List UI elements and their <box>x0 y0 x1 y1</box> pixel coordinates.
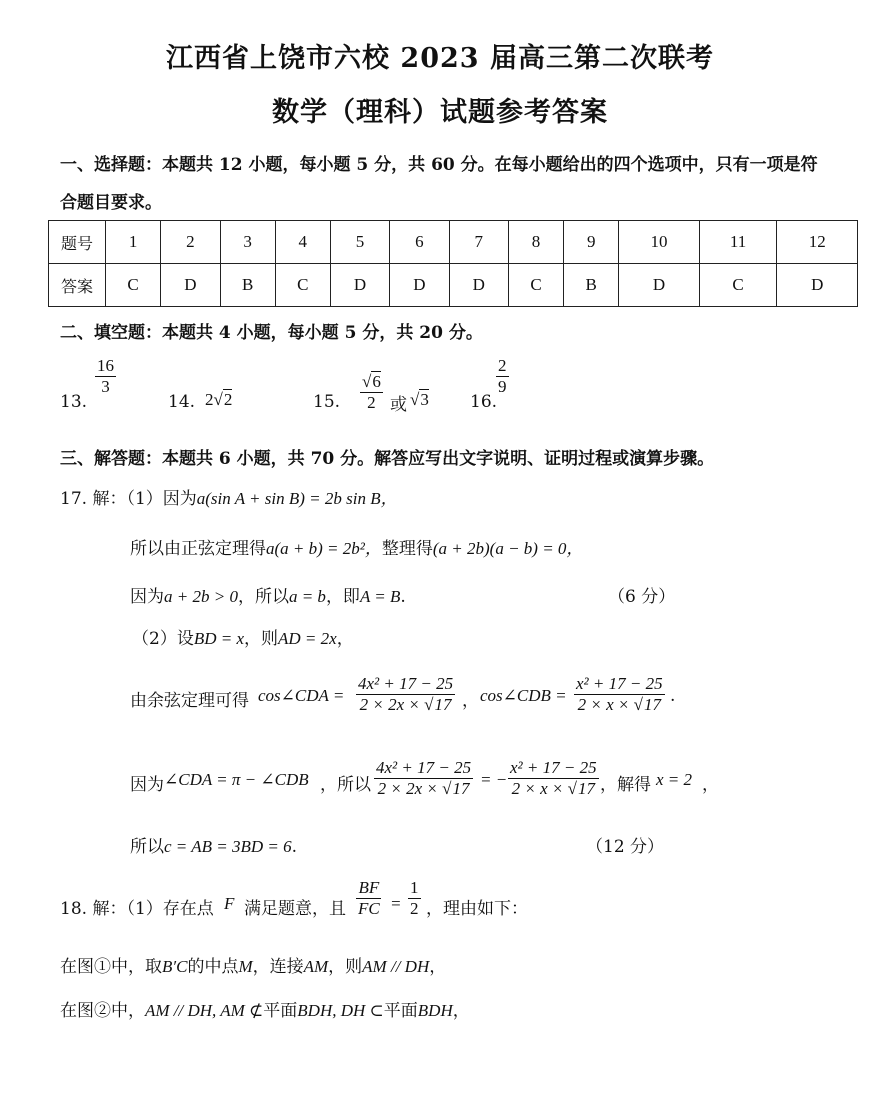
q17-line5: 由余弦定理可得 cos∠CDA = $\frac{\text{4x² + 17 − 25}}{2 \times 2x \times √17}$ ， cos∠CDB = $\frac{\text{x² + 17 − 25}}{2 \times x \times √17}$ . <box>130 674 676 714</box>
q13-label: 13. <box>60 392 88 412</box>
table-cell-number: 10 <box>619 221 699 264</box>
lhs-fraction: $\frac{\text{4x² + 17 − 25}}{2 \times 2x \times √17}$ <box>376 758 472 798</box>
q14-radicand: 2 <box>223 390 233 409</box>
q17-points-part2: （12 分） <box>586 837 665 857</box>
table-cell-number: 9 <box>564 221 619 264</box>
q18-line1: 18. 解：（1）存在点 F 满足题意，且 $\frac{BF}{FC}$ = $\frac{1}{2}$ ，理由如下： <box>60 878 528 919</box>
sqrt-icon: √ <box>633 694 643 714</box>
sqrt-icon: √ <box>442 778 452 798</box>
page-subtitle: 数学（理科）试题参考答案 <box>272 97 608 128</box>
table-cell-answer: D <box>161 264 220 307</box>
table-row-answers <box>49 264 858 307</box>
q14-label: 14. <box>168 392 196 412</box>
rhs-fraction: $\frac{\text{x² + 17 − 25}}{2 \times x \times √17}$ <box>510 758 597 798</box>
sqrt-icon: √ <box>424 694 434 714</box>
row-label-number: 题号 <box>49 221 106 264</box>
table-cell-answer: C <box>275 264 330 307</box>
q13-numerator: 16 <box>97 356 114 375</box>
table-cell-answer: B <box>564 264 619 307</box>
row-label-answer: 答案 <box>49 264 106 307</box>
table-cell-number: 2 <box>161 221 220 264</box>
sqrt-icon: √ <box>567 778 577 798</box>
q17-line3: 因为a + 2b > 0，所以a = b，即A = B. <box>130 587 406 607</box>
table-cell-number: 1 <box>106 221 161 264</box>
q15-label: 15. <box>313 392 341 412</box>
q17-line4: （2）设BD = x，则AD = 2x， <box>132 629 354 649</box>
table-cell-answer: C <box>699 264 777 307</box>
q13-fraction <box>95 356 116 396</box>
table-cell-number: 11 <box>699 221 777 264</box>
cos-cdb-fraction: $\frac{\text{x² + 17 − 25}}{2 \times x \times √17}$ <box>576 674 663 714</box>
sqrt-icon: √ <box>410 390 420 409</box>
q17-line2: 所以由正弦定理得a(a + b) = 2b²，整理得(a + 2b)(a − b) = 0， <box>130 539 584 559</box>
table-cell-answer: D <box>449 264 508 307</box>
page-title: 江西省上饶市六校 2023 届高三第二次联考 <box>166 43 714 74</box>
q15-answer-2: √3 <box>410 390 429 409</box>
q15-numerator: √6 <box>362 372 381 391</box>
bf-fc-fraction: $\frac{BF}{FC}$ <box>358 878 380 918</box>
table-cell-number: 7 <box>449 221 508 264</box>
sqrt-icon: √ <box>362 372 372 391</box>
q18-line3: 在图②中，AM // DH, AM ⊄平面BDH, DH ⊂平面BDH， <box>60 1001 470 1021</box>
table-cell-answer: D <box>777 264 858 307</box>
section1-heading-line1: 一、选择题：本题共 12 小题，每小题 5 分，共 60 分。在每小题给出的四个选项中，只有一项是符 <box>60 155 818 175</box>
q17-line1: 17. 解：（1）因为a(sin A + sin B) = 2b sin B， <box>60 489 398 509</box>
q13-denominator: 3 <box>101 376 110 396</box>
q15-denominator: 2 <box>367 392 376 412</box>
q17-line6: 因为 ∠CDA = π − ∠CDB ，所以 $\frac{\text{4x² + 17 − 25}}{2 \times 2x \times √17}$ = − $\frac{\text{x² + 17 − 25}}{2 \times x \times √17}$ ，解得 x = 2 ， <box>130 758 719 798</box>
q14-coefficient: 2 <box>205 390 214 409</box>
section2-heading: 二、填空题：本题共 4 小题，每小题 5 分，共 20 分。 <box>60 323 483 343</box>
table-cell-answer: C <box>508 264 563 307</box>
section1-heading-line2: 合题目要求。 <box>60 193 162 213</box>
q16-fraction <box>496 356 509 396</box>
table-cell-number: 5 <box>330 221 389 264</box>
section3-heading: 三、解答题：本题共 6 小题，共 70 分。解答应写出文字说明、证明过程或演算步骤。 <box>60 449 715 469</box>
table-cell-answer: D <box>390 264 449 307</box>
q16-label: 16. <box>470 392 498 412</box>
table-cell-number: 6 <box>390 221 449 264</box>
q16-numerator: 2 <box>498 356 507 375</box>
q14-answer <box>205 390 232 410</box>
table-cell-answer: D <box>619 264 699 307</box>
table-cell-number: 4 <box>275 221 330 264</box>
q15-fraction <box>360 372 383 412</box>
table-cell-number: 3 <box>220 221 275 264</box>
sqrt-icon: √ <box>213 390 223 409</box>
q15-or-text: 或 <box>390 395 407 415</box>
table-cell-number: 12 <box>777 221 858 264</box>
table-cell-answer: C <box>106 264 161 307</box>
answer-table <box>48 220 858 307</box>
q17-line7: 所以c = AB = 3BD = 6. <box>130 837 297 857</box>
table-cell-answer: B <box>220 264 275 307</box>
half-fraction: $\frac{1}{2}$ <box>410 878 419 918</box>
table-cell-answer: D <box>330 264 389 307</box>
cos-cda-fraction: $\frac{\text{4x² + 17 − 25}}{2 \times 2x \times √17}$ <box>358 674 454 714</box>
q16-denominator: 9 <box>498 376 507 396</box>
table-cell-number: 8 <box>508 221 563 264</box>
q17-points-part1: （6 分） <box>608 587 676 607</box>
q18-line2: 在图①中，取B′C的中点M，连接AM，则AM // DH， <box>60 957 447 977</box>
table-row-numbers <box>49 221 858 264</box>
